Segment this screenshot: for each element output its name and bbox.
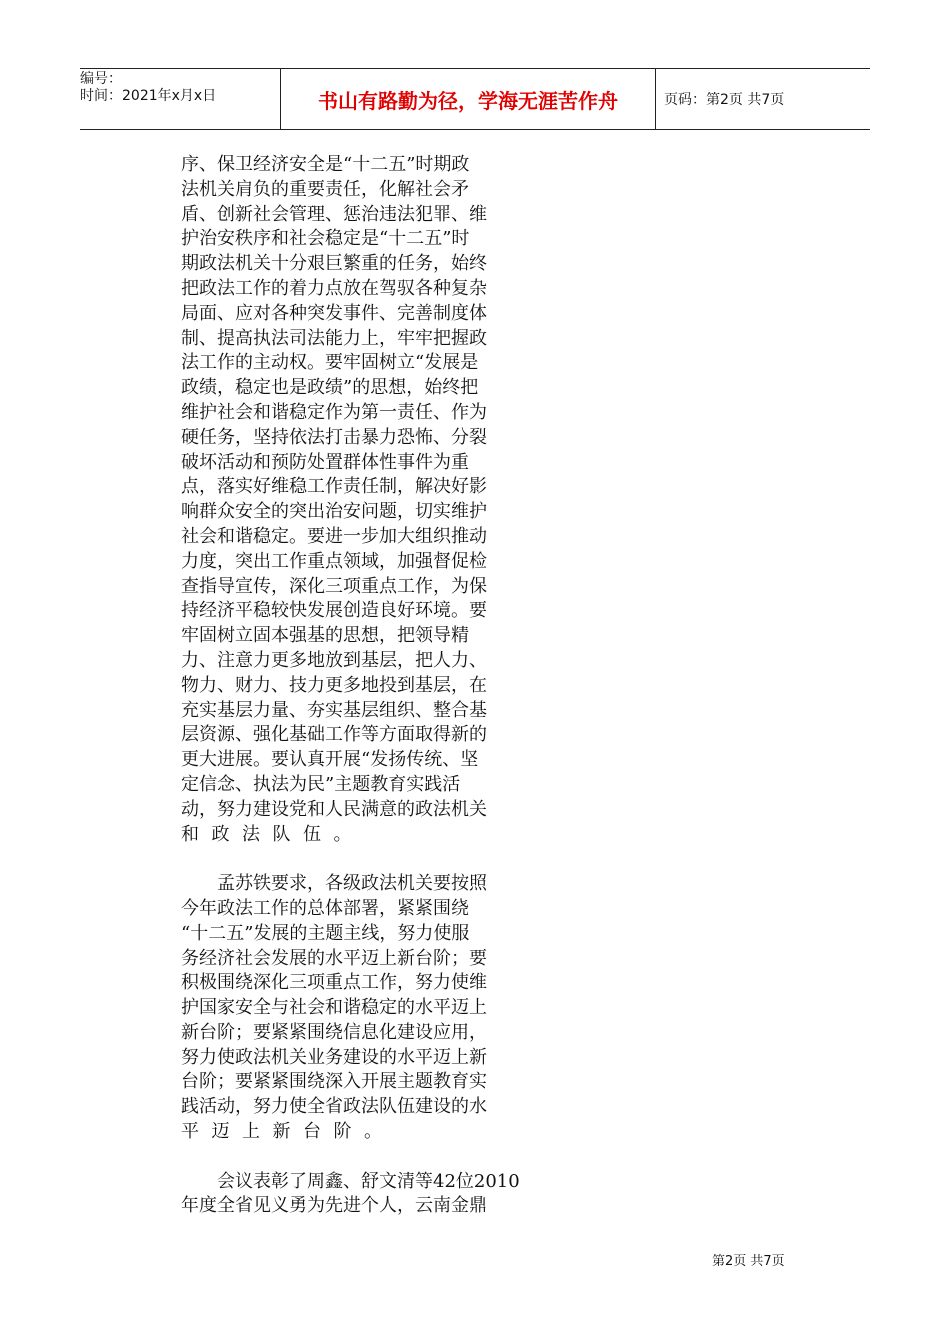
text-line: 积极围绕深化三项重点工作，努力使维 bbox=[181, 972, 487, 994]
text-line: 和政法队伍。 bbox=[181, 823, 364, 845]
document-number-label: 编号： bbox=[80, 71, 122, 87]
text-line: 层资源、强化基础工作等方面取得新的 bbox=[181, 724, 487, 746]
text-line: 更大进展。要认真开展“发扬传统、坚 bbox=[181, 749, 479, 771]
text-line: 社会和谐稳定。要进一步加大组织推动 bbox=[181, 525, 487, 547]
text-line: 制、提高执法司法能力上，牢牢把握政 bbox=[181, 327, 487, 349]
text-line: 法机关肩负的重要责任，化解社会矛 bbox=[181, 178, 469, 200]
text-line: 务经济社会发展的水平迈上新台阶；要 bbox=[181, 947, 487, 969]
text-line: 平迈上新台阶。 bbox=[181, 1121, 395, 1143]
text-line: 把政法工作的着力点放在驾驭各种复杂 bbox=[181, 277, 487, 299]
header-meta bbox=[80, 69, 280, 131]
text-line: 定信念、执法为民”主题教育实践活 bbox=[181, 773, 461, 795]
text-line: 台阶；要紧紧围绕深入开展主题教育实 bbox=[181, 1071, 487, 1093]
text-line: 政绩，稳定也是政绩”的思想，始终把 bbox=[181, 377, 479, 399]
header-motto: 书山有路勤为径，学海无涯苦作舟 bbox=[280, 69, 656, 129]
text-line: 局面、应对各种突发事件、完善制度体 bbox=[181, 302, 487, 324]
text-line: 今年政法工作的总体部署，紧紧围绕 bbox=[181, 897, 469, 919]
paragraph bbox=[181, 1170, 761, 1220]
paragraph-gap bbox=[181, 847, 761, 872]
text-line: 力、注意力更多地放到基层，把人力、 bbox=[181, 649, 487, 671]
paragraph-gap bbox=[181, 1145, 761, 1170]
text-line: 物力、财力、技力更多地投到基层，在 bbox=[181, 674, 487, 696]
text-line: 维护社会和谐稳定作为第一责任、作为 bbox=[181, 401, 487, 423]
text-line: 年度全省见义勇为先进个人，云南金鼎 bbox=[181, 1195, 487, 1217]
text-line: 查指导宣传，深化三项重点工作，为保 bbox=[181, 575, 487, 597]
text-line: 充实基层力量、夯实基层组织、整合基 bbox=[181, 699, 487, 721]
text-line: 法工作的主动权。要牢固树立“发展是 bbox=[181, 352, 479, 374]
text-line: 新台阶；要紧紧围绕信息化建设应用， bbox=[181, 1021, 487, 1043]
text-line: 点，落实好维稳工作责任制，解决好影 bbox=[181, 476, 487, 498]
header-page-number: 页码：第2页 共7页 bbox=[664, 92, 785, 108]
text-line: 努力使政法机关业务建设的水平迈上新 bbox=[181, 1046, 487, 1068]
text-line: 护治安秩序和社会稳定是“十二五”时 bbox=[181, 228, 470, 250]
paragraph bbox=[181, 872, 761, 1145]
paragraph bbox=[181, 153, 761, 847]
text-line: 序、保卫经济安全是“十二五”时期政 bbox=[181, 154, 470, 175]
text-line: 护国家安全与社会和谐稳定的水平迈上 bbox=[181, 997, 487, 1019]
page-footer: 第2页 共7页 bbox=[712, 1254, 785, 1269]
text-line: 践活动，努力使全省政法队伍建设的水 bbox=[181, 1096, 487, 1118]
text-line: 会议表彰了周鑫、舒文清等42位2010 bbox=[181, 1170, 520, 1192]
text-line: 硬任务，坚持依法打击暴力恐怖、分裂 bbox=[181, 426, 487, 448]
page-header bbox=[80, 68, 870, 130]
document-body bbox=[181, 153, 761, 1219]
text-line: 持经济平稳较快发展创造良好环境。要 bbox=[181, 600, 487, 622]
text-line: 动，努力建设党和人民满意的政法机关 bbox=[181, 798, 487, 820]
document-date-label: 时间：2021年x月x日 bbox=[80, 88, 217, 104]
text-line: 破坏活动和预防处置群体性事件为重 bbox=[181, 451, 469, 473]
text-line: 响群众安全的突出治安问题，切实维护 bbox=[181, 501, 487, 523]
text-line: “十二五”发展的主题主线，努力使服 bbox=[181, 922, 470, 944]
text-line: 盾、创新社会管理、惩治违法犯罪、维 bbox=[181, 203, 487, 225]
text-line: 孟苏铁要求，各级政法机关要按照 bbox=[181, 873, 487, 895]
text-line: 期政法机关十分艰巨繁重的任务，始终 bbox=[181, 253, 487, 275]
text-line: 牢固树立固本强基的思想，把领导精 bbox=[181, 625, 469, 647]
text-line: 力度，突出工作重点领域，加强督促检 bbox=[181, 550, 487, 572]
